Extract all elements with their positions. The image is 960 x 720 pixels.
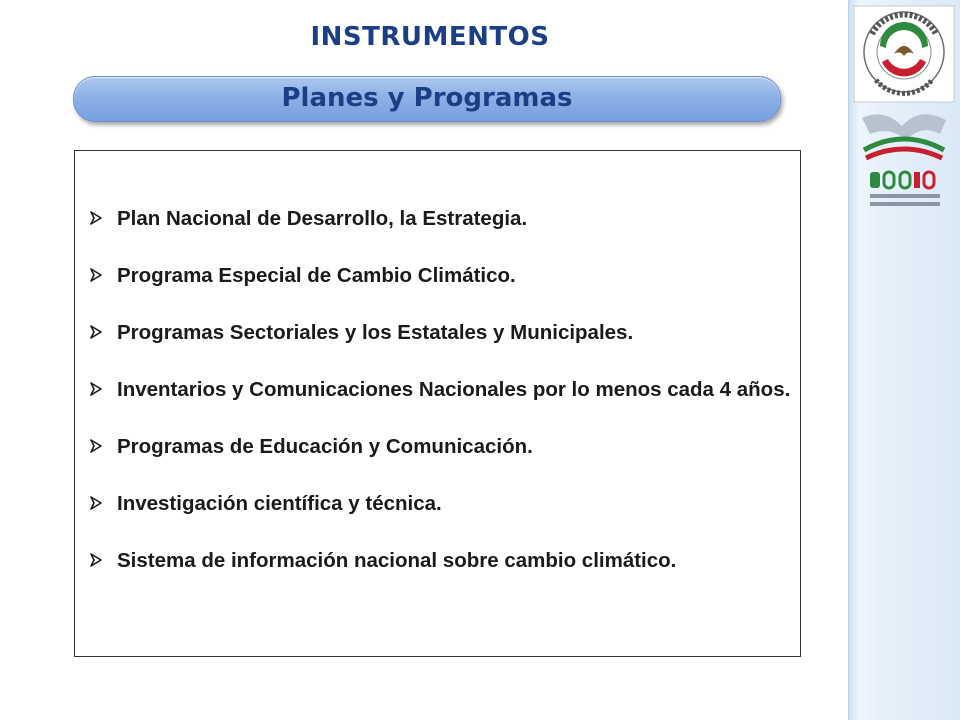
arrow-bullet-icon	[89, 211, 103, 225]
arrow-bullet-icon	[89, 553, 103, 567]
section-banner	[73, 76, 781, 122]
list-item-text: Inventarios y Comunicaciones Nacionales por lo menos cada 4 años.	[117, 378, 791, 401]
content-box	[74, 150, 801, 657]
senado-seal-logo	[852, 4, 956, 104]
list-item	[89, 374, 797, 405]
section-banner-label: Planes y Programas	[281, 83, 573, 113]
list-item-text: Programa Especial de Cambio Climático.	[117, 264, 516, 287]
list-item-text: Sistema de información nacional sobre cambio climático.	[117, 549, 677, 572]
list-item-text: Programas de Educación y Comunicación.	[117, 435, 533, 458]
list-item-text: Plan Nacional de Desarrollo, la Estrategia.	[117, 207, 528, 230]
arrow-bullet-icon	[89, 496, 103, 510]
arrow-bullet-icon	[89, 382, 103, 396]
bicentenario-logo	[854, 108, 954, 218]
list-item	[89, 431, 797, 462]
arrow-bullet-icon	[89, 325, 103, 339]
arrow-bullet-icon	[89, 439, 103, 453]
list-item-text: Programas Sectoriales y los Estatales y Municipales.	[117, 321, 634, 344]
list-item	[89, 545, 797, 576]
list-item	[89, 260, 797, 291]
instrument-list	[89, 203, 797, 576]
list-item-text: Investigación científica y técnica.	[117, 492, 442, 515]
arrow-bullet-icon	[89, 268, 103, 282]
list-item	[89, 488, 797, 519]
slide-title: INSTRUMENTOS	[310, 22, 550, 52]
list-item	[89, 203, 797, 234]
list-item	[89, 317, 797, 348]
